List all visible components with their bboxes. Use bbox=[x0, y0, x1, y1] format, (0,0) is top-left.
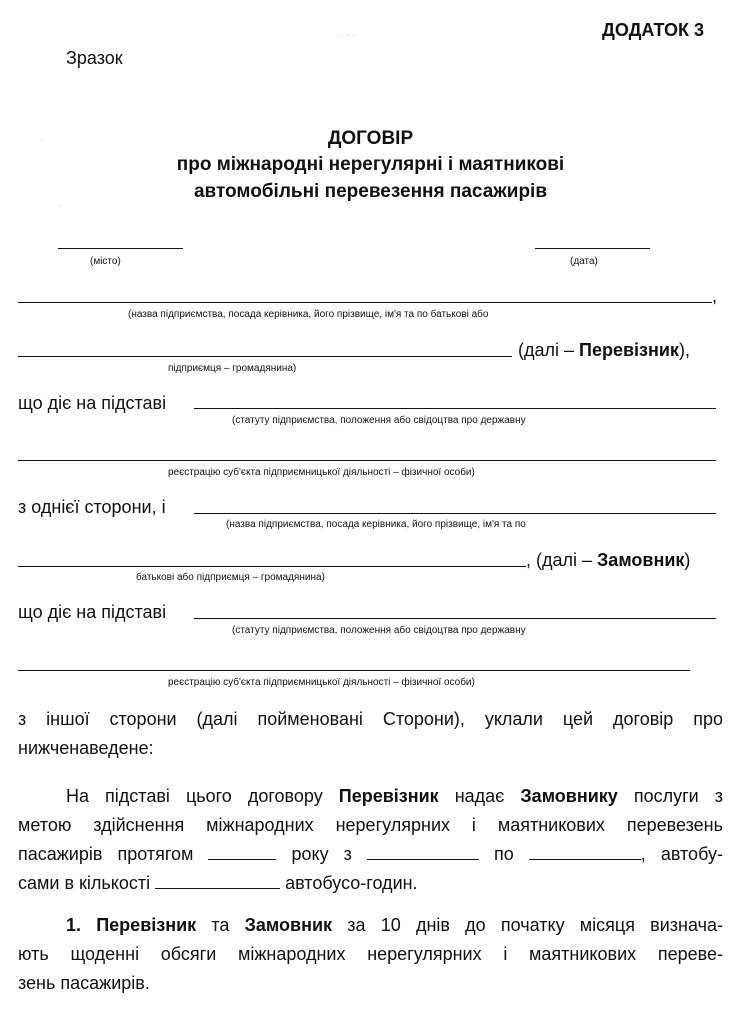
customer-name-caption-1: (назва підприємства, посада керівника, його прізвище, ім'я та по bbox=[226, 519, 526, 530]
basis-line-1: На підставі цього договору Перевізник надає Замовнику послуги з bbox=[66, 786, 723, 806]
customer-basis-caption-2: реєстрацію суб'єкта підприємницької діяльності – фізичної особи) bbox=[168, 677, 475, 688]
document-title: ДОГОВІР bbox=[327, 128, 414, 149]
carrier-suffix: (далі – Перевізник), bbox=[518, 340, 690, 360]
customer-basis-field-1[interactable] bbox=[194, 618, 716, 619]
bus-hours-field[interactable] bbox=[155, 874, 280, 889]
basis-paragraph bbox=[18, 782, 723, 898]
parties-line-1: з іншої сторони (далі пойменовані Сторони), уклали цей договір про bbox=[18, 709, 723, 729]
carrier-basis-caption-2: реєстрацію суб'єкта підприємницької діяльності – фізичної особи) bbox=[168, 467, 475, 478]
clause-1-line-1: 1. Перевізник та Замовник за 10 днів до початку місяця визнача- bbox=[66, 915, 723, 935]
customer-suffix: , (далі – Замовник) bbox=[526, 550, 691, 570]
date-caption: (дата) bbox=[570, 256, 598, 267]
carrier-basis-caption-1: (статуту підприємства, положення або свідоцтва про державну bbox=[232, 415, 526, 426]
carrier-name-caption-1: (назва підприємства, посада керівника, його прізвище, ім'я та по батькові або bbox=[128, 309, 489, 320]
city-field[interactable] bbox=[58, 248, 183, 249]
customer-basis-field-2[interactable] bbox=[18, 670, 690, 671]
carrier-name-field-1[interactable] bbox=[18, 302, 712, 303]
parties-line-2: нижченаведене: bbox=[18, 738, 154, 758]
clause-1-line-2: ють щоденні обсяги міжнародних нерегулярних і маятникових переве- bbox=[18, 944, 723, 964]
customer-name-field-1[interactable] bbox=[194, 513, 716, 514]
carrier-basis-label: що діє на підставі bbox=[18, 393, 167, 413]
one-side-label: з однієї сторони, і bbox=[18, 497, 166, 517]
document-subtitle-line2: автомобільні перевезення пасажирів bbox=[193, 181, 548, 202]
carrier-name-field-2[interactable] bbox=[18, 356, 512, 357]
date-field[interactable] bbox=[535, 248, 650, 249]
customer-basis-label: що діє на підставі bbox=[18, 602, 167, 622]
customer-basis-caption-1: (статуту підприємства, положення або свідоцтва про державну bbox=[232, 625, 526, 636]
end-date-field[interactable] bbox=[529, 845, 641, 860]
start-date-field[interactable] bbox=[367, 845, 479, 860]
clause-1-line-3: зень пасажирів. bbox=[18, 973, 150, 993]
customer-name-caption-2: батькові або підприємця – громадянина) bbox=[136, 572, 325, 583]
city-caption: (місто) bbox=[90, 256, 121, 267]
customer-name-field-2[interactable] bbox=[18, 566, 526, 567]
carrier-name-comma: , bbox=[712, 286, 718, 306]
sample-label: Зразок bbox=[66, 48, 123, 68]
basis-line-4: сами в кількості автобусо-годин. bbox=[18, 873, 418, 893]
parties-paragraph bbox=[18, 705, 723, 763]
carrier-basis-field-1[interactable] bbox=[194, 408, 716, 409]
basis-line-2: метою здійснення міжнародних нерегулярних і маятникових перевезень bbox=[18, 815, 723, 835]
appendix-label: ДОДАТОК 3 bbox=[602, 20, 705, 40]
scan-speck: · · · bbox=[340, 30, 356, 41]
carrier-basis-field-2[interactable] bbox=[18, 460, 716, 461]
scan-speck: · bbox=[40, 135, 44, 146]
scan-speck: · bbox=[58, 200, 62, 211]
basis-line-3: пасажирів протягом року з по , автобу- bbox=[18, 844, 723, 864]
clause-1 bbox=[18, 911, 723, 998]
document-subtitle-line1: про міжнародні нерегулярні і маятникові bbox=[176, 154, 565, 175]
year-field[interactable] bbox=[208, 845, 276, 860]
carrier-name-caption-2: підприємця – громадянина) bbox=[168, 363, 297, 374]
